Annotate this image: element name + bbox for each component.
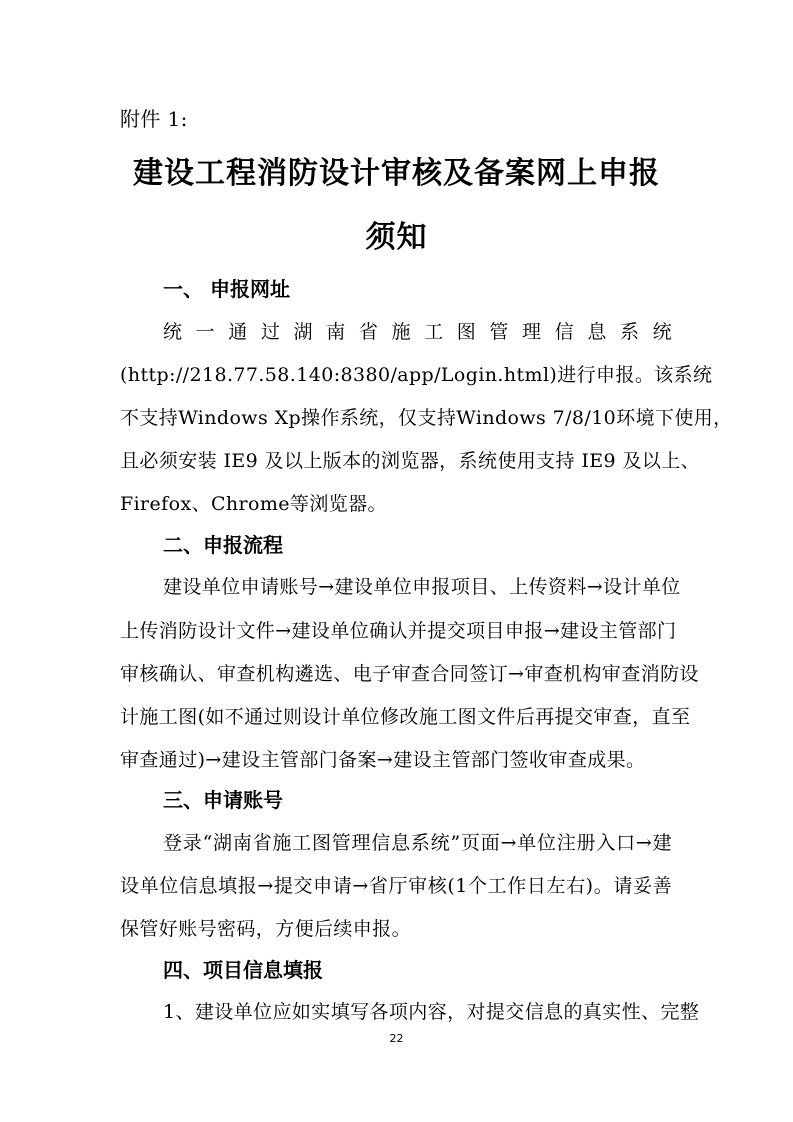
paragraph-line: 计施工图(如不通过则设计单位修改施工图文件后再提交审查，直至 xyxy=(120,706,691,728)
paragraph-line: 审查通过)→建设主管部门备案→建设主管部门签收审查成果。 xyxy=(120,749,646,771)
paragraph-line: 统 一 通 过 湖 南 省 施 工 图 管 理 信 息 系 统 xyxy=(163,321,672,343)
section-heading-3: 三、申请账号 xyxy=(163,788,283,812)
paragraph-line: 设单位信息填报→提交申请→省厅审核(1个工作日左右)。请妥善 xyxy=(120,875,672,897)
section-heading-2: 二、申报流程 xyxy=(163,533,283,557)
paragraph-line: Firefox、Chrome等浏览器。 xyxy=(120,493,387,515)
attachment-label: 附件 1: xyxy=(120,107,188,131)
section-heading-4: 四、项目信息填报 xyxy=(163,958,323,982)
paragraph-line: 保管好账号密码，方便后续申报。 xyxy=(120,918,412,940)
document-title-line-2: 须知 xyxy=(365,220,428,255)
paragraph-line: (http://218.77.58.140:8380/app/Login.html)进行申报。该系统 xyxy=(120,364,713,386)
paragraph-line: 审核确认、审查机构遴选、电子审查合同签订→审查机构审查消防设 xyxy=(120,663,699,685)
page-number: 22 xyxy=(389,1032,404,1045)
paragraph-line: 登录“湖南省施工图管理信息系统”页面→单位注册入口→建 xyxy=(163,832,672,854)
paragraph-line: 上传消防设计文件→建设单位确认并提交项目申报→建设主管部门 xyxy=(120,620,677,642)
document-title-line-1: 建设工程消防设计审核及备案网上申报 xyxy=(133,156,660,191)
paragraph-line: 建设单位申请账号→建设单位申报项目、上传资料→设计单位 xyxy=(163,576,681,598)
paragraph-line: 且必须安装 IE9 及以上版本的浏览器，系统使用支持 IE9 及以上、 xyxy=(120,450,701,472)
paragraph-line: 不支持Windows Xp操作系统，仅支持Windows 7/8/10环境下使用， xyxy=(120,407,733,429)
section-heading-1: 一、 申报网址 xyxy=(163,277,290,301)
paragraph-line: 1、建设单位应如实填写各项内容，对提交信息的真实性、完整 xyxy=(163,1001,700,1023)
